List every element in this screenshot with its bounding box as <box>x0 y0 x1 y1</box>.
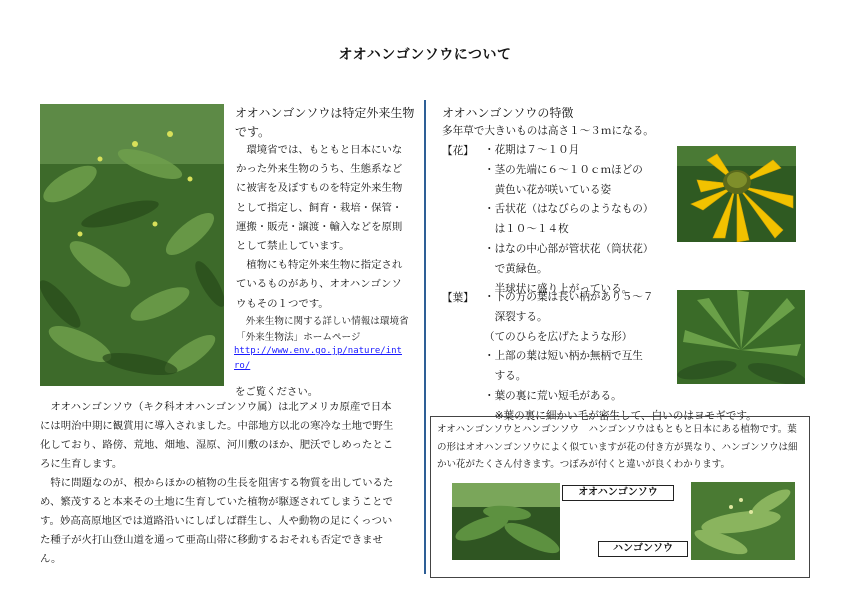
features-subheading: 多年草で大きいものは高さ１～３ｍになる。 <box>442 125 654 137</box>
intro-heading: オオハンゴンソウは特定外来生物です。 <box>235 106 415 139</box>
left-column-text <box>236 141 410 346</box>
paragraph-more-info: 外来生物に関する詳しい情報は環境省「外来生物法」ホームページ <box>236 315 409 343</box>
leaf-line: ・下の方の葉は長い柄があり５～７ <box>484 291 654 303</box>
paragraph-origin <box>40 398 396 569</box>
hangonsou-photo <box>691 482 795 560</box>
flower-line: で黄緑色。 <box>484 262 548 275</box>
leaf-tag: 【葉】 <box>442 292 474 304</box>
flower-tag: 【花】 <box>442 145 474 157</box>
problem-text: 特に問題なのが、根からほかの植物の生長を阻害する物質を出しているため、繁茂すると本来その土地に生育していた植物が駆逐されてしまうことです。妙高高原地区では道路沿いにしばしば群生し、人や動物の足にくっついた種子が火打山登山道を通って亜高山帯に移動するおそれも否定できません。 <box>40 477 394 565</box>
label-hangonsou: ハンゴンソウ <box>598 541 688 557</box>
leaf-line: 深裂する。 <box>484 310 548 323</box>
leaf-line: ・葉の裏に荒い短毛がある。 <box>484 389 622 402</box>
comparison-text: オオハンゴンソウとハンゴンソウ ハンゴンソウはもともと日本にある植物です。葉の形はオオハンゴンソウによく似ていますが花の付き方が異なり、ハンゴンソウは細かい花がたくさん付きます。つぼみが付くと違いが良くわかります。 <box>437 424 798 470</box>
flower-line: 黄色い花が咲いている姿 <box>484 183 612 196</box>
plant-colony-photo <box>40 104 224 386</box>
flower-line: ・花期は７～１０月 <box>484 144 580 156</box>
flower-photo <box>677 146 796 242</box>
flower-line: ・茎の先端に６～１０ｃｍほどの <box>484 163 643 176</box>
flower-line: ・はなの中心部が管状花（筒状花） <box>484 242 654 255</box>
page-title: オオハンゴンソウについて <box>338 47 512 63</box>
flower-line: ・舌状花（はなびらのようなもの） <box>484 203 654 216</box>
features-heading: オオハンゴンソウの特徴 <box>442 106 574 120</box>
column-divider <box>424 100 426 574</box>
flower-line: は１０～１４枚 <box>484 223 569 236</box>
leaf-photo <box>677 290 805 384</box>
leaf-line: する。 <box>484 370 527 383</box>
label-oohangonsou: オオハンゴンソウ <box>562 485 674 501</box>
origin-text: オオハンゴンソウ（キク科オオハンゴンソウ属）は北アメリカ原産で日本には明治中期に観賞用に導入されました。中部地方以北の寒冷な土地で野生化しており、路傍、荒地、畑地、湿原、河川敷のほか、肥沃でしめったところに生育します。 <box>40 401 394 470</box>
env-ministry-link[interactable]: http://www.env.go.jp/nature/intro/ <box>234 346 402 371</box>
paragraph-plant-designation: 植物にも特定外来生物に指定されているものがあり、オオハンゴンソウもその１つです。 <box>236 259 403 310</box>
leaf-line: ・上部の葉は短い柄か無柄で互生 <box>484 350 643 363</box>
leaf-line: ※葉の裏に細かい毛が密生して、白いのはヨモギです。 <box>484 409 757 422</box>
flower-features <box>484 141 674 299</box>
flower-line: 半球状に盛り上がっている。 <box>484 282 633 295</box>
leaf-line: （てのひらを広げたような形） <box>484 330 633 343</box>
paragraph-designation: 環境省では、もともと日本にいなかった外来生物のうち、生態系などに被害を及ぼすものを特定外来生物として指定し、飼育・栽培・保管・運搬・販売・譲渡・輸入などを原則として禁止しています。 <box>236 144 403 253</box>
see-text: をご覧ください。 <box>235 386 319 398</box>
oohangonsou-photo <box>452 483 560 560</box>
